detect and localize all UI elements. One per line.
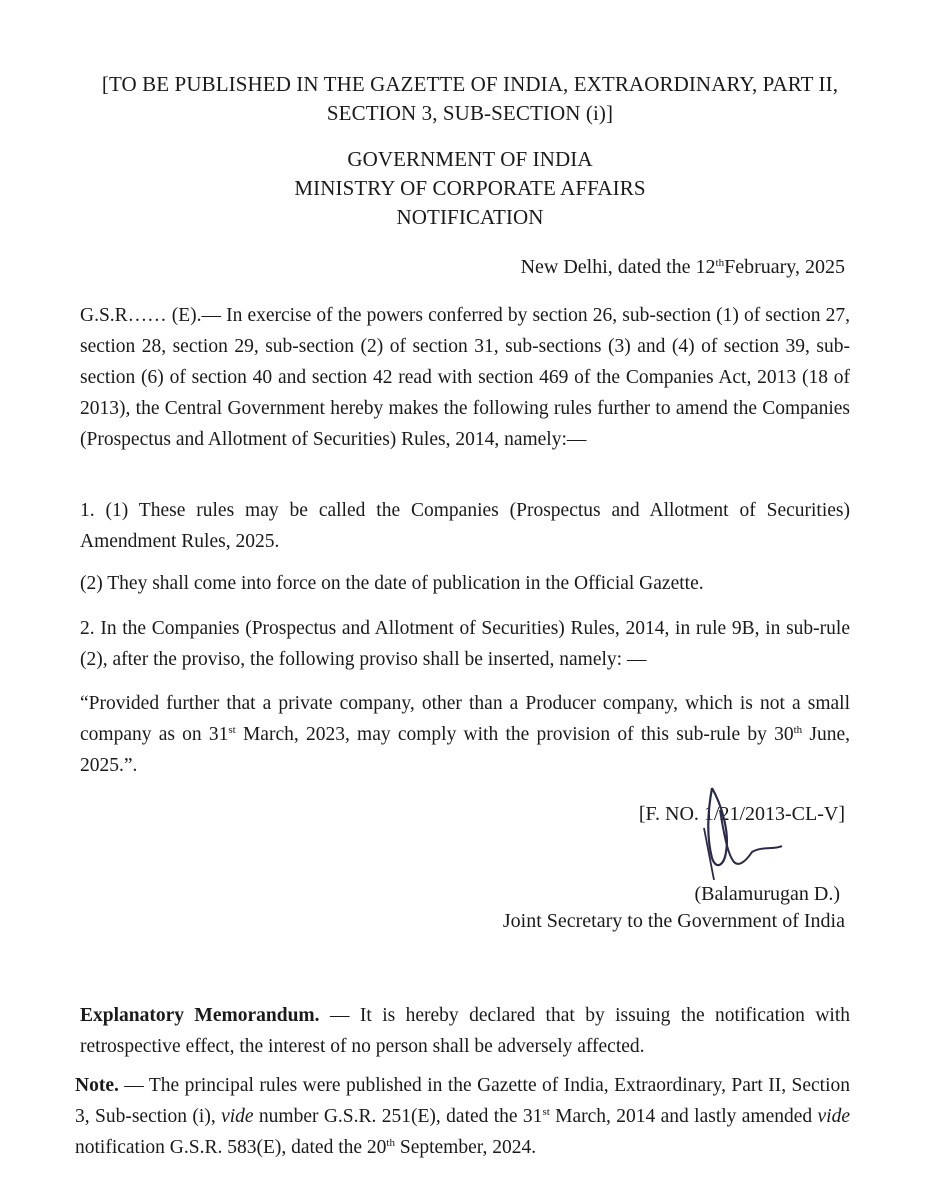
government-heading: GOVERNMENT OF INDIA — [347, 147, 593, 171]
memorandum-heading: Explanatory Memorandum. — [80, 1005, 320, 1026]
note-paragraph — [75, 1070, 850, 1163]
proviso-part-2: March, 2023, may comply with the provision of this sub-rule by 30 — [235, 724, 794, 745]
note-vide-2: vide — [817, 1106, 850, 1127]
signatory-name: (Balamurugan D.) — [694, 883, 840, 905]
note-text-1: — The principal rules were published in the Gazette of India, Extraordinary, Part II, Section 3, Sub-section (i), — [75, 1075, 850, 1127]
notification-heading: NOTIFICATION — [396, 205, 544, 229]
signatory-designation: Joint Secretary to the Government of India — [502, 910, 845, 932]
file-number: [F. NO. 1/21/2013-CL-V] — [638, 803, 845, 825]
note-text-5: September, 2024. — [394, 1137, 537, 1158]
dateline-day-sup: th — [715, 257, 725, 269]
note-sup-1: st — [542, 1106, 550, 1118]
dateline-prefix: New Delhi, dated the — [520, 256, 696, 278]
signature-mark — [690, 780, 790, 890]
note-vide-1: vide — [221, 1106, 254, 1127]
note-text-2: number G.S.R. 251(E), dated the 31 — [253, 1106, 543, 1127]
proviso-sup-2: th — [793, 724, 803, 736]
note-sup-2: th — [386, 1137, 395, 1149]
publication-line-1: [TO BE PUBLISHED IN THE GAZETTE OF INDIA, EXTRAORDINARY, PART II, — [101, 72, 839, 96]
handwritten-day — [696, 253, 725, 281]
publication-line-2: SECTION 3, SUB-SECTION (i)] — [326, 101, 614, 125]
dateline-suffix: February, 2025 — [724, 256, 845, 278]
rule-2: 2. In the Companies (Prospectus and Allotment of Securities) Rules, 2014, in rule 9B, in sub-rule (2), after the proviso, the following proviso shall be inserted, namely: — — [80, 618, 850, 670]
note-text-4: notification G.S.R. 583(E), dated the 20 — [75, 1137, 387, 1158]
dateline-day: 12 — [695, 256, 716, 278]
note-heading: Note. — [75, 1075, 119, 1096]
rule-1-1: 1. (1) These rules may be called the Companies (Prospectus and Allotment of Securities) Amendment Rules, 2025. — [80, 500, 850, 552]
rule-1-2: (2) They shall come into force on the date of publication in the Official Gazette. — [80, 573, 704, 594]
proviso-part-1: “Provided further that a private company, other than a Producer company, which is not a small company as on 31 — [80, 693, 850, 745]
memorandum-text: — It is hereby declared that by issuing the notification with retrospective effect, the interest of no person shall be adversely affected. — [80, 1005, 851, 1057]
proviso-part-3: June, 2025.”. — [80, 724, 850, 776]
dateline — [521, 253, 845, 281]
preamble-paragraph: G.S.R…… (E).— In exercise of the powers conferred by section 26, sub-section (1) of section 27, section 28, section 29, sub-section (2) of section 31, sub-sections (3) and (4) of section 39, sub-section (6) of section 40 and section 42 read with section 469 of the Companies Act, 2013 (18 of 2013), the Central Government hereby makes the following rules further to amend the Companies (Prospectus and Allotment of Securities) Rules, 2014, namely:— — [80, 305, 850, 450]
explanatory-memorandum — [80, 1000, 850, 1062]
note-text-3: March, 2014 and lastly amended — [549, 1106, 818, 1127]
proviso-paragraph — [80, 688, 850, 781]
proviso-sup-1: st — [228, 724, 236, 736]
ministry-heading: MINISTRY OF CORPORATE AFFAIRS — [294, 176, 646, 200]
